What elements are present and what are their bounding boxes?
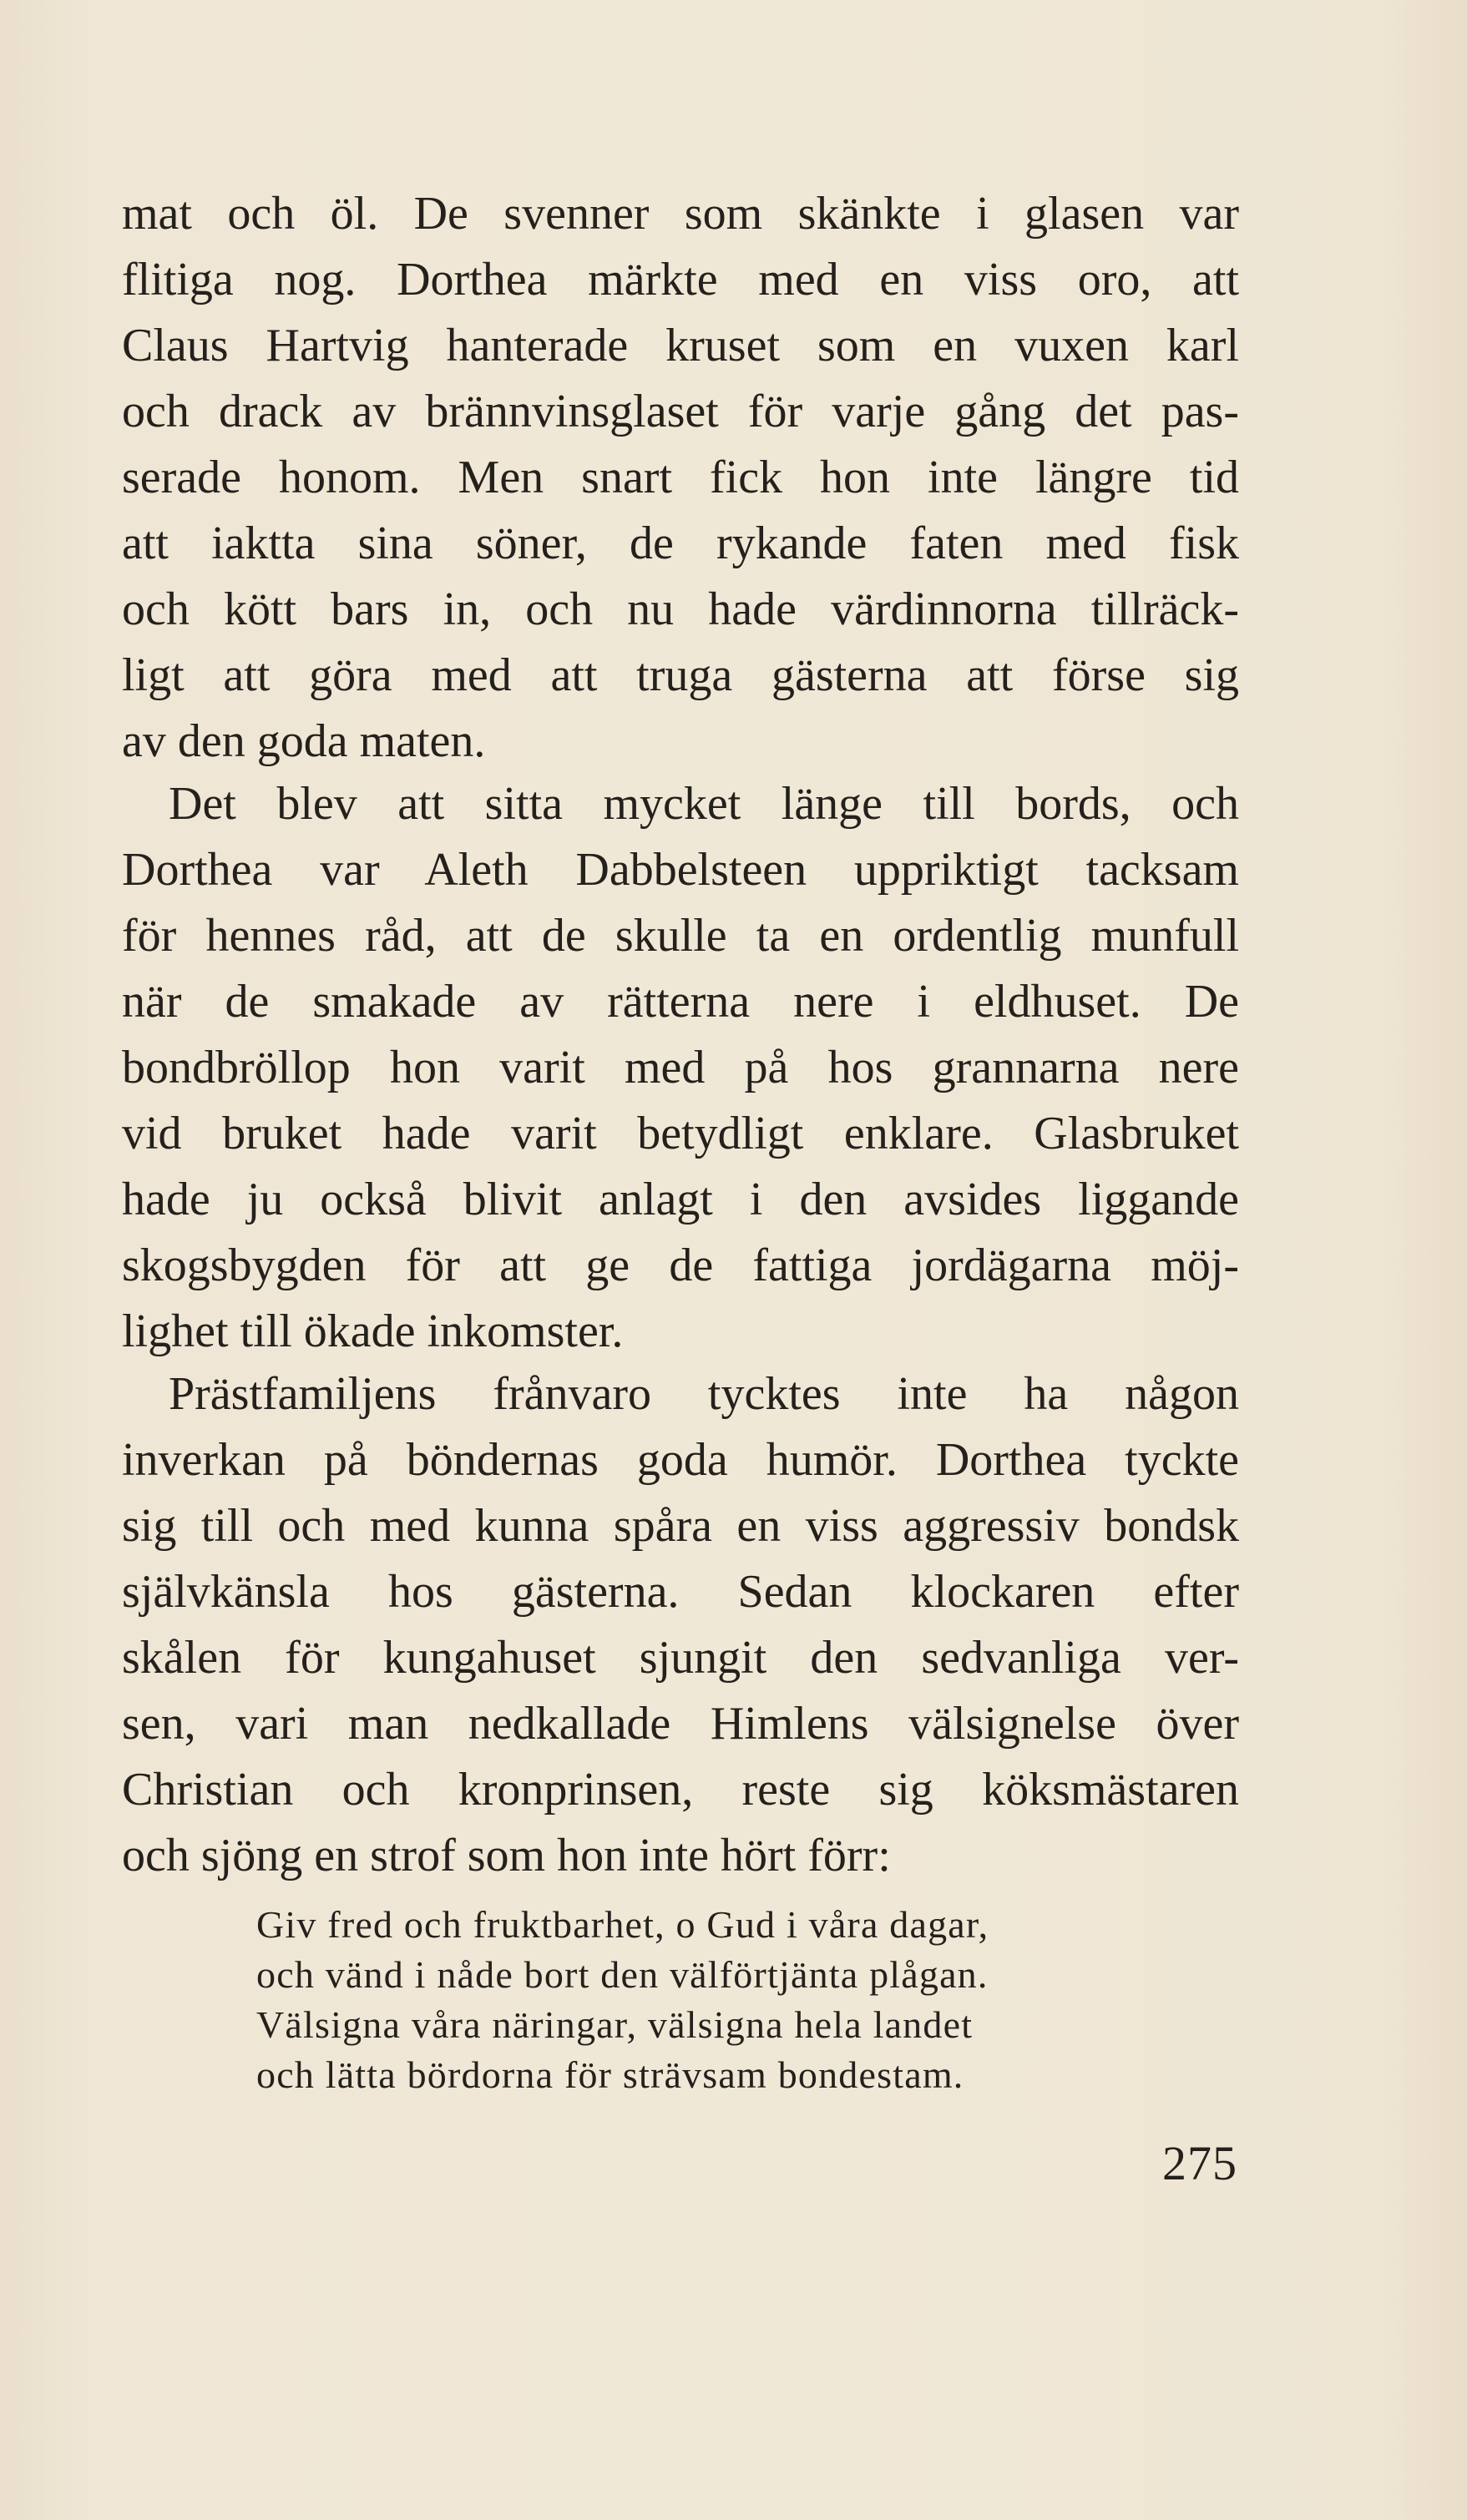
text-line: självkänsla hos gästerna. Sedan klockaren efter (122, 1566, 1239, 1618)
text-line: vid bruket hade varit betydligt enklare. Glasbruket (122, 1108, 1239, 1159)
verse-line: Välsigna våra näringar, välsigna hela landet (256, 2003, 974, 2046)
text-line: skogsbygden för att ge de fattiga jordägarna möj- (122, 1240, 1239, 1291)
text-line: mat och öl. De svenner som skänkte i glasen var (122, 188, 1239, 240)
text-line: serade honom. Men snart fick hon inte längre tid (122, 452, 1239, 503)
text-line: Det blev att sitta mycket länge till bords, och (169, 778, 1239, 830)
verse-line: och lätta bördorna för strävsam bondestam. (256, 2053, 964, 2096)
text-line: ligt att göra med att truga gästerna att förse sig (122, 649, 1239, 701)
text-line: sig till och med kunna spåra en viss aggressiv bondsk (122, 1500, 1239, 1552)
text-line: Prästfamiljens frånvaro tycktes inte ha någon (169, 1368, 1239, 1420)
text-line: flitiga nog. Dorthea märkte med en viss oro, att (122, 254, 1239, 306)
text-line: skålen för kungahuset sjungit den sedvanliga ver- (122, 1632, 1239, 1684)
text-line: sen, vari man nedkallade Himlens välsignelse över (122, 1698, 1239, 1750)
text-line: lighet till ökade inkomster. (122, 1305, 624, 1357)
verse-line: Giv fred och fruktbarhet, o Gud i våra dagar, (256, 1903, 989, 1946)
paragraph-2 (122, 771, 1239, 1365)
text-line: för hennes råd, att de skulle ta en ordentlig munfull (122, 910, 1239, 962)
verse-line: och vänd i nåde bort den välförtjänta plågan. (256, 1953, 989, 1996)
paragraph-1 (122, 181, 1239, 775)
text-line: bondbröllop hon varit med på hos grannarna nere (122, 1042, 1239, 1093)
text-line: Dorthea var Aleth Dabbelsteen uppriktigt tacksam (122, 844, 1239, 896)
text-line: hade ju också blivit anlagt i den avsides liggande (122, 1174, 1239, 1225)
text-line: när de smakade av rätterna nere i eldhuset. De (122, 976, 1239, 1028)
text-line: inverkan på böndernas goda humör. Dorthea tyckte (122, 1434, 1239, 1486)
text-line: och kött bars in, och nu hade värdinnorna tillräck- (122, 583, 1239, 635)
text-line: Christian och kronprinsen, reste sig köksmästaren (122, 1764, 1239, 1816)
text-line: och drack av brännvinsglaset för varje gång det pas- (122, 386, 1239, 437)
text-line: Claus Hartvig hanterade kruset som en vuxen karl (122, 320, 1239, 371)
paragraph-3 (122, 1361, 1239, 1889)
text-line: av den goda maten. (122, 715, 486, 767)
text-line: och sjöng en strof som hon inte hört förr: (122, 1830, 891, 1881)
page-number: 275 (1162, 2136, 1237, 2190)
text-line: att iaktta sina söner, de rykande faten med fisk (122, 518, 1239, 569)
verse-stanza (256, 1900, 1175, 2100)
